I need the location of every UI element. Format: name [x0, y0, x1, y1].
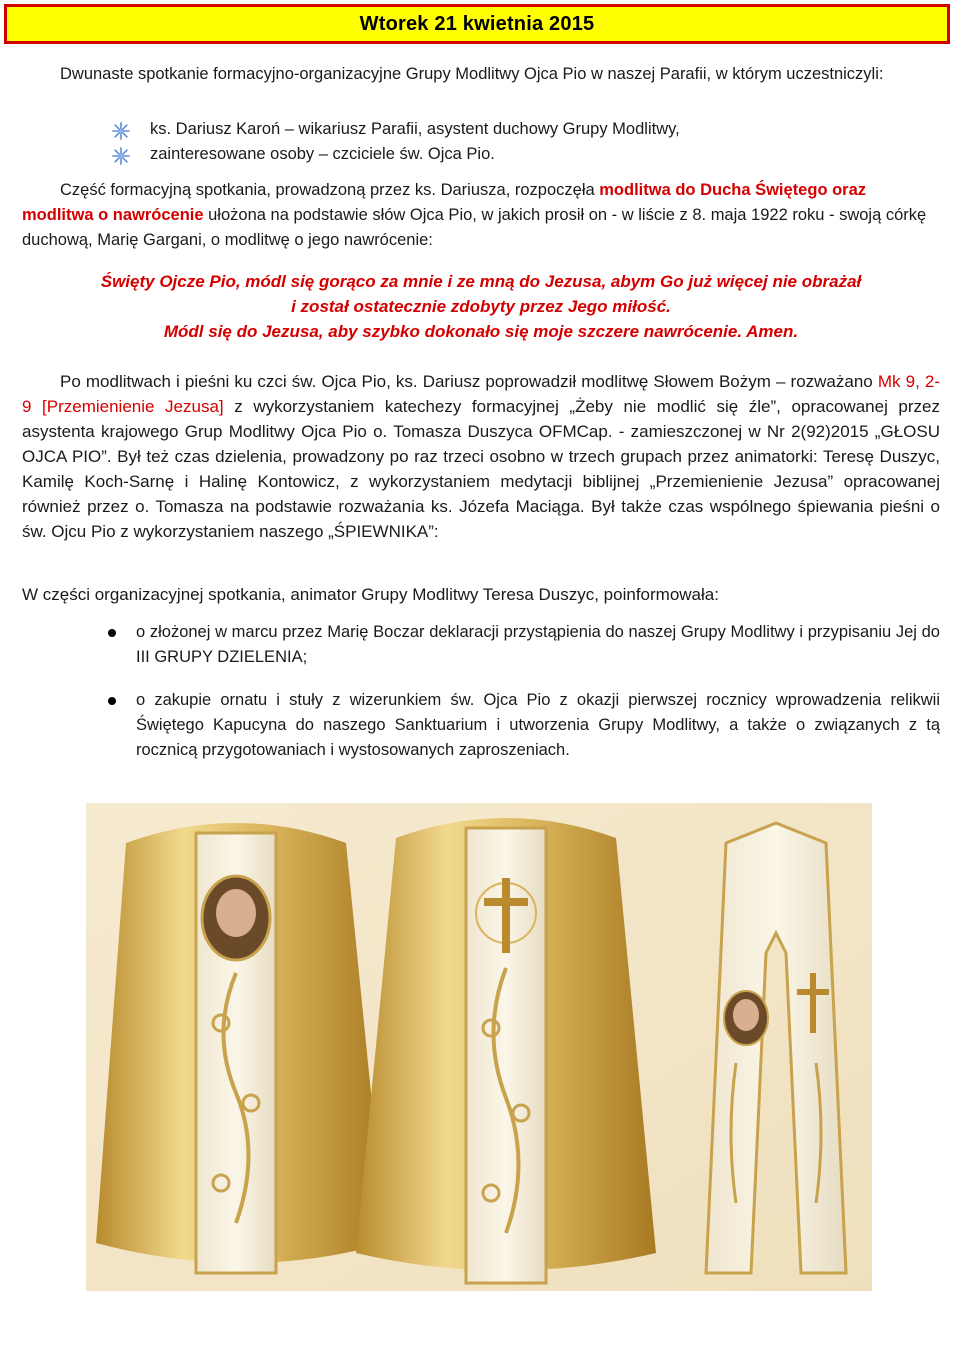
organizational-text: W części organizacyjnej spotkania, animator Grupy Modlitwy Teresa Duszyc, poinformowała:: [22, 585, 719, 604]
formation-text-2: ułożona na podstawie słów Ojca Pio, w jakich prosił on - w liście z 8. maja 1922 roku - swoją córkę duchową, Marię Gargani, o modlitwę o jego nawrócenie:: [22, 206, 927, 249]
announcement-text: o złożonej w marcu przez Marię Boczar deklaracji przystąpienia do naszej Grupy Modlitwy i przypisaniu Jej do III GRUPY DZIELENIA;: [136, 623, 940, 666]
meditation-paragraph: [22, 369, 940, 544]
snowflake-icon: [112, 122, 130, 140]
prayer-names-highlight: modlitwa do Ducha Świętego oraz modlitwa o nawrócenie: [22, 181, 867, 224]
intro-paragraph: [22, 62, 940, 87]
participant-text: ks. Dariusz Karoń – wikariusz Parafii, asystent duchowy Grupy Modlitwy,: [150, 120, 680, 138]
bullet-icon: [108, 697, 116, 705]
intro-text: Dwunaste spotkanie formacyjno-organizacyjne Grupy Modlitwy Ojca Pio w naszej Parafii, w którym uczestniczyli:: [60, 65, 884, 83]
list-item: [112, 117, 912, 142]
formation-paragraph: [22, 178, 940, 253]
snowflake-icon: [112, 147, 130, 165]
chasuble-center: [356, 818, 656, 1283]
formation-text-1: Część formacyjną spotkania, prowadzoną przez ks. Dariusza, rozpoczęła: [60, 181, 600, 199]
prayer-block: [22, 269, 940, 344]
vestments-photo: [86, 803, 872, 1291]
prayer-line-2: i został ostatecznie zdobyty przez Jego miłość.: [291, 297, 671, 316]
announcement-text: o zakupie ornatu i stuły z wizerunkiem św. Ojca Pio z okazji pierwszej rocznicy wprowadzenia relikwii Świętego Kapucyna do naszego Sanktuarium i utworzenia Grupy Modlitwy, a także o związanych z tą rocznicą przygotowaniach i wystosowanych zaproszeniach.: [136, 691, 940, 759]
meditation-text-1: Po modlitwach i pieśni ku czci św. Ojca Pio, ks. Dariusz poprowadził modlitwę Słowem Bożym – rozważano: [60, 372, 878, 391]
prayer-line-3: Módl się do Jezusa, aby szybko dokonało się moje szczere nawrócenie. Amen.: [163, 322, 799, 341]
list-item: [106, 688, 940, 763]
date-header: [4, 4, 950, 44]
prayer-line-1: Święty Ojcze Pio, módl się gorąco za mnie i ze mną do Jezusa, abym Go już więcej nie obrażał: [100, 272, 862, 291]
chasuble-left: [96, 823, 386, 1273]
meditation-text-2: z wykorzystaniem katechezy formacyjnej „Żeby nie modlić się źle”, opracowanej przez asystenta krajowego Grup Modlitwy Ojca Pio o. Tomasza Duszyca OFMCap. - zamieszczonej w Nr 2(92)2015 „GŁOSU OJCA PIO”. Był też czas dzielenia, prowadzony po raz trzeci osobno w trzech grupach przez animatorki: Teresę Duszyc, Kamilę Koch-Sarnę i Halinę Kontowicz, z wykorzystaniem medytacji biblijnej „Przemienienie Jezusa” opracowanej również przez o. Tomasza na podstawie rozważania ks. Józefa Maciąga. Był także czas wspólnego śpiewania pieśni o św. Ojcu Pio z wykorzystaniem naszego „ŚPIEWNIKA”:: [22, 397, 940, 541]
announcements-list: [106, 620, 940, 781]
participants-list: [112, 117, 912, 167]
organizational-paragraph: [22, 582, 940, 607]
bullet-icon: [108, 629, 116, 637]
gospel-reference: Mk 9, 2-9 [Przemienienie Jezusa]: [22, 372, 940, 416]
date-title: Wtorek 21 kwietnia 2015: [359, 12, 595, 35]
list-item: [112, 142, 912, 167]
list-item: [106, 620, 940, 670]
participant-text: zainteresowane osoby – czciciele św. Ojca Pio.: [150, 145, 495, 163]
